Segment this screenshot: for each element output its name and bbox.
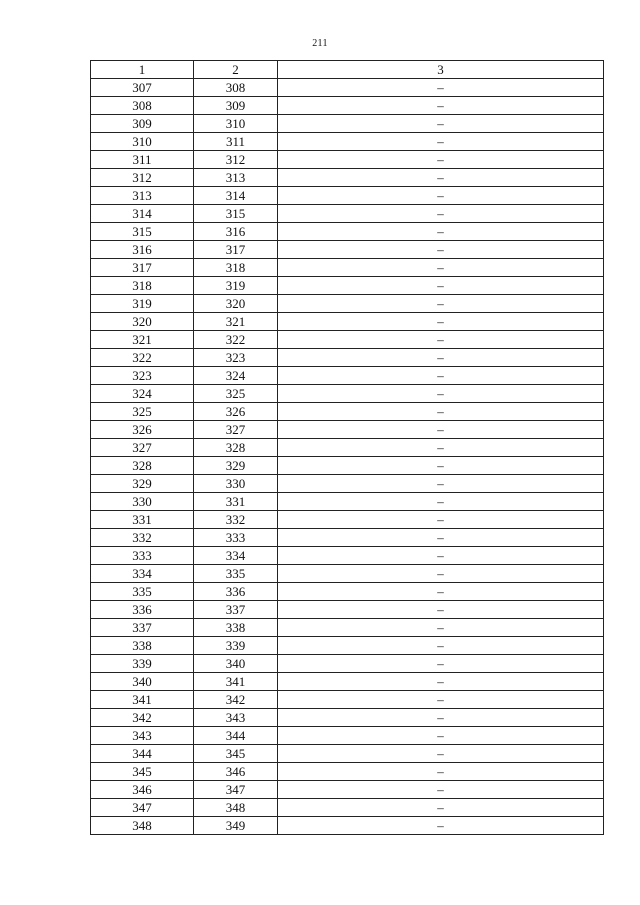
table-row [91, 637, 604, 655]
table-cell-col-2: 321 [194, 313, 278, 331]
table-row [91, 583, 604, 601]
table-cell-col-3: – [278, 169, 604, 187]
table-cell-col-2: 325 [194, 385, 278, 403]
table-row [91, 457, 604, 475]
table-cell-col-2: 337 [194, 601, 278, 619]
table-cell-col-3: – [278, 709, 604, 727]
table-row [91, 295, 604, 313]
table-cell-col-1: 330 [91, 493, 194, 511]
table-cell-col-3: – [278, 205, 604, 223]
table-row [91, 331, 604, 349]
table-row [91, 277, 604, 295]
table-cell-col-2: 324 [194, 367, 278, 385]
table-cell-col-2: 343 [194, 709, 278, 727]
table-cell-col-2: 349 [194, 817, 278, 835]
table-cell-col-1: 321 [91, 331, 194, 349]
table-cell-col-2: 312 [194, 151, 278, 169]
data-table [90, 60, 604, 835]
table-row [91, 403, 604, 421]
table-row [91, 817, 604, 835]
table-cell-col-3: – [278, 583, 604, 601]
table-row [91, 205, 604, 223]
table-row [91, 439, 604, 457]
table-body [91, 79, 604, 835]
header-row [91, 61, 604, 79]
table-cell-col-3: – [278, 763, 604, 781]
table-cell-col-3: – [278, 367, 604, 385]
table-cell-col-2: 320 [194, 295, 278, 313]
table-cell-col-2: 348 [194, 799, 278, 817]
table-row [91, 673, 604, 691]
table-row [91, 727, 604, 745]
table-cell-col-1: 341 [91, 691, 194, 709]
table-cell-col-2: 308 [194, 79, 278, 97]
table-cell-col-2: 328 [194, 439, 278, 457]
table-row [91, 385, 604, 403]
table-cell-col-3: – [278, 97, 604, 115]
table-cell-col-1: 310 [91, 133, 194, 151]
table-row [91, 187, 604, 205]
table-row [91, 475, 604, 493]
table-cell-col-1: 348 [91, 817, 194, 835]
table-cell-col-2: 323 [194, 349, 278, 367]
table-cell-col-2: 344 [194, 727, 278, 745]
table-cell-col-1: 333 [91, 547, 194, 565]
table-cell-col-2: 313 [194, 169, 278, 187]
table-row [91, 97, 604, 115]
table-cell-col-1: 347 [91, 799, 194, 817]
table-cell-col-1: 316 [91, 241, 194, 259]
table-cell-col-2: 329 [194, 457, 278, 475]
table-cell-col-1: 327 [91, 439, 194, 457]
table-cell-col-1: 344 [91, 745, 194, 763]
table-row [91, 349, 604, 367]
table-row [91, 313, 604, 331]
table-cell-col-3: – [278, 781, 604, 799]
table-cell-col-3: – [278, 403, 604, 421]
table-cell-col-2: 309 [194, 97, 278, 115]
table-cell-col-3: – [278, 421, 604, 439]
table-cell-col-1: 324 [91, 385, 194, 403]
table-cell-col-1: 320 [91, 313, 194, 331]
table-cell-col-3: – [278, 727, 604, 745]
table-header [91, 61, 604, 79]
table-cell-col-3: – [278, 277, 604, 295]
table-cell-col-1: 308 [91, 97, 194, 115]
table-cell-col-2: 336 [194, 583, 278, 601]
table-cell-col-1: 322 [91, 349, 194, 367]
table-cell-col-1: 319 [91, 295, 194, 313]
table-row [91, 169, 604, 187]
table-cell-col-2: 315 [194, 205, 278, 223]
table-cell-col-2: 333 [194, 529, 278, 547]
table-cell-col-3: – [278, 511, 604, 529]
table-cell-col-3: – [278, 619, 604, 637]
table-cell-col-1: 325 [91, 403, 194, 421]
table-cell-col-3: – [278, 223, 604, 241]
table-cell-col-3: – [278, 565, 604, 583]
table-cell-col-1: 334 [91, 565, 194, 583]
table-cell-col-3: – [278, 817, 604, 835]
table-cell-col-1: 314 [91, 205, 194, 223]
table-row [91, 115, 604, 133]
table-cell-col-1: 346 [91, 781, 194, 799]
table-cell-col-2: 346 [194, 763, 278, 781]
table-cell-col-2: 317 [194, 241, 278, 259]
table-cell-col-2: 331 [194, 493, 278, 511]
table-row [91, 565, 604, 583]
table-row [91, 367, 604, 385]
table-row [91, 241, 604, 259]
table-cell-col-1: 335 [91, 583, 194, 601]
table-cell-col-1: 331 [91, 511, 194, 529]
table-row [91, 781, 604, 799]
table-cell-col-1: 332 [91, 529, 194, 547]
table-cell-col-2: 322 [194, 331, 278, 349]
table-cell-col-2: 339 [194, 637, 278, 655]
table-cell-col-2: 338 [194, 619, 278, 637]
table-cell-col-1: 307 [91, 79, 194, 97]
table-cell-col-3: – [278, 493, 604, 511]
table-cell-col-1: 328 [91, 457, 194, 475]
table-row [91, 547, 604, 565]
table-row [91, 223, 604, 241]
table-row [91, 133, 604, 151]
table-row [91, 691, 604, 709]
table-cell-col-2: 319 [194, 277, 278, 295]
table-row [91, 493, 604, 511]
table-row [91, 511, 604, 529]
table-cell-col-3: – [278, 295, 604, 313]
table-cell-col-2: 345 [194, 745, 278, 763]
table-cell-col-2: 310 [194, 115, 278, 133]
table-cell-col-1: 323 [91, 367, 194, 385]
table-row [91, 655, 604, 673]
table-cell-col-2: 330 [194, 475, 278, 493]
table-cell-col-1: 339 [91, 655, 194, 673]
table-cell-col-2: 334 [194, 547, 278, 565]
table-cell-col-2: 316 [194, 223, 278, 241]
table-cell-col-1: 336 [91, 601, 194, 619]
table-cell-col-3: – [278, 187, 604, 205]
table-cell-col-2: 335 [194, 565, 278, 583]
table-cell-col-1: 329 [91, 475, 194, 493]
table-cell-col-3: – [278, 79, 604, 97]
table-row [91, 529, 604, 547]
table-cell-col-3: – [278, 655, 604, 673]
table-cell-col-3: – [278, 241, 604, 259]
table-cell-col-2: 311 [194, 133, 278, 151]
table-row [91, 799, 604, 817]
table-cell-col-3: – [278, 385, 604, 403]
table-row [91, 259, 604, 277]
table-cell-col-1: 337 [91, 619, 194, 637]
table-row [91, 619, 604, 637]
table-cell-col-3: – [278, 475, 604, 493]
table-cell-col-2: 341 [194, 673, 278, 691]
table-cell-col-1: 315 [91, 223, 194, 241]
table-cell-col-1: 340 [91, 673, 194, 691]
table-row [91, 79, 604, 97]
table-cell-col-1: 345 [91, 763, 194, 781]
table-cell-col-1: 313 [91, 187, 194, 205]
table-cell-col-3: – [278, 133, 604, 151]
table-cell-col-2: 342 [194, 691, 278, 709]
table-cell-col-3: – [278, 313, 604, 331]
table-cell-col-2: 340 [194, 655, 278, 673]
table-cell-col-3: – [278, 673, 604, 691]
column-header-2: 2 [194, 61, 278, 79]
table-cell-col-3: – [278, 691, 604, 709]
table-cell-col-3: – [278, 601, 604, 619]
table-row [91, 763, 604, 781]
table-cell-col-3: – [278, 151, 604, 169]
table-cell-col-3: – [278, 547, 604, 565]
table-row [91, 745, 604, 763]
table-cell-col-1: 318 [91, 277, 194, 295]
table-cell-col-2: 347 [194, 781, 278, 799]
table-row [91, 151, 604, 169]
table-cell-col-3: – [278, 115, 604, 133]
table-cell-col-3: – [278, 331, 604, 349]
table-cell-col-1: 312 [91, 169, 194, 187]
page-number: 211 [312, 38, 328, 49]
table-cell-col-1: 343 [91, 727, 194, 745]
table-cell-col-1: 338 [91, 637, 194, 655]
column-header-3: 3 [278, 61, 604, 79]
table-cell-col-1: 342 [91, 709, 194, 727]
table-cell-col-1: 311 [91, 151, 194, 169]
table-row [91, 709, 604, 727]
table-cell-col-2: 332 [194, 511, 278, 529]
table-cell-col-2: 326 [194, 403, 278, 421]
table-cell-col-3: – [278, 637, 604, 655]
table-cell-col-3: – [278, 457, 604, 475]
table-cell-col-2: 327 [194, 421, 278, 439]
table-cell-col-3: – [278, 349, 604, 367]
table-row [91, 601, 604, 619]
table-cell-col-3: – [278, 799, 604, 817]
table-cell-col-1: 317 [91, 259, 194, 277]
table-cell-col-1: 326 [91, 421, 194, 439]
column-header-1: 1 [91, 61, 194, 79]
table-cell-col-3: – [278, 439, 604, 457]
table-cell-col-1: 309 [91, 115, 194, 133]
table-cell-col-3: – [278, 529, 604, 547]
table-cell-col-3: – [278, 745, 604, 763]
table-cell-col-2: 318 [194, 259, 278, 277]
table-cell-col-3: – [278, 259, 604, 277]
table-cell-col-2: 314 [194, 187, 278, 205]
table-row [91, 421, 604, 439]
